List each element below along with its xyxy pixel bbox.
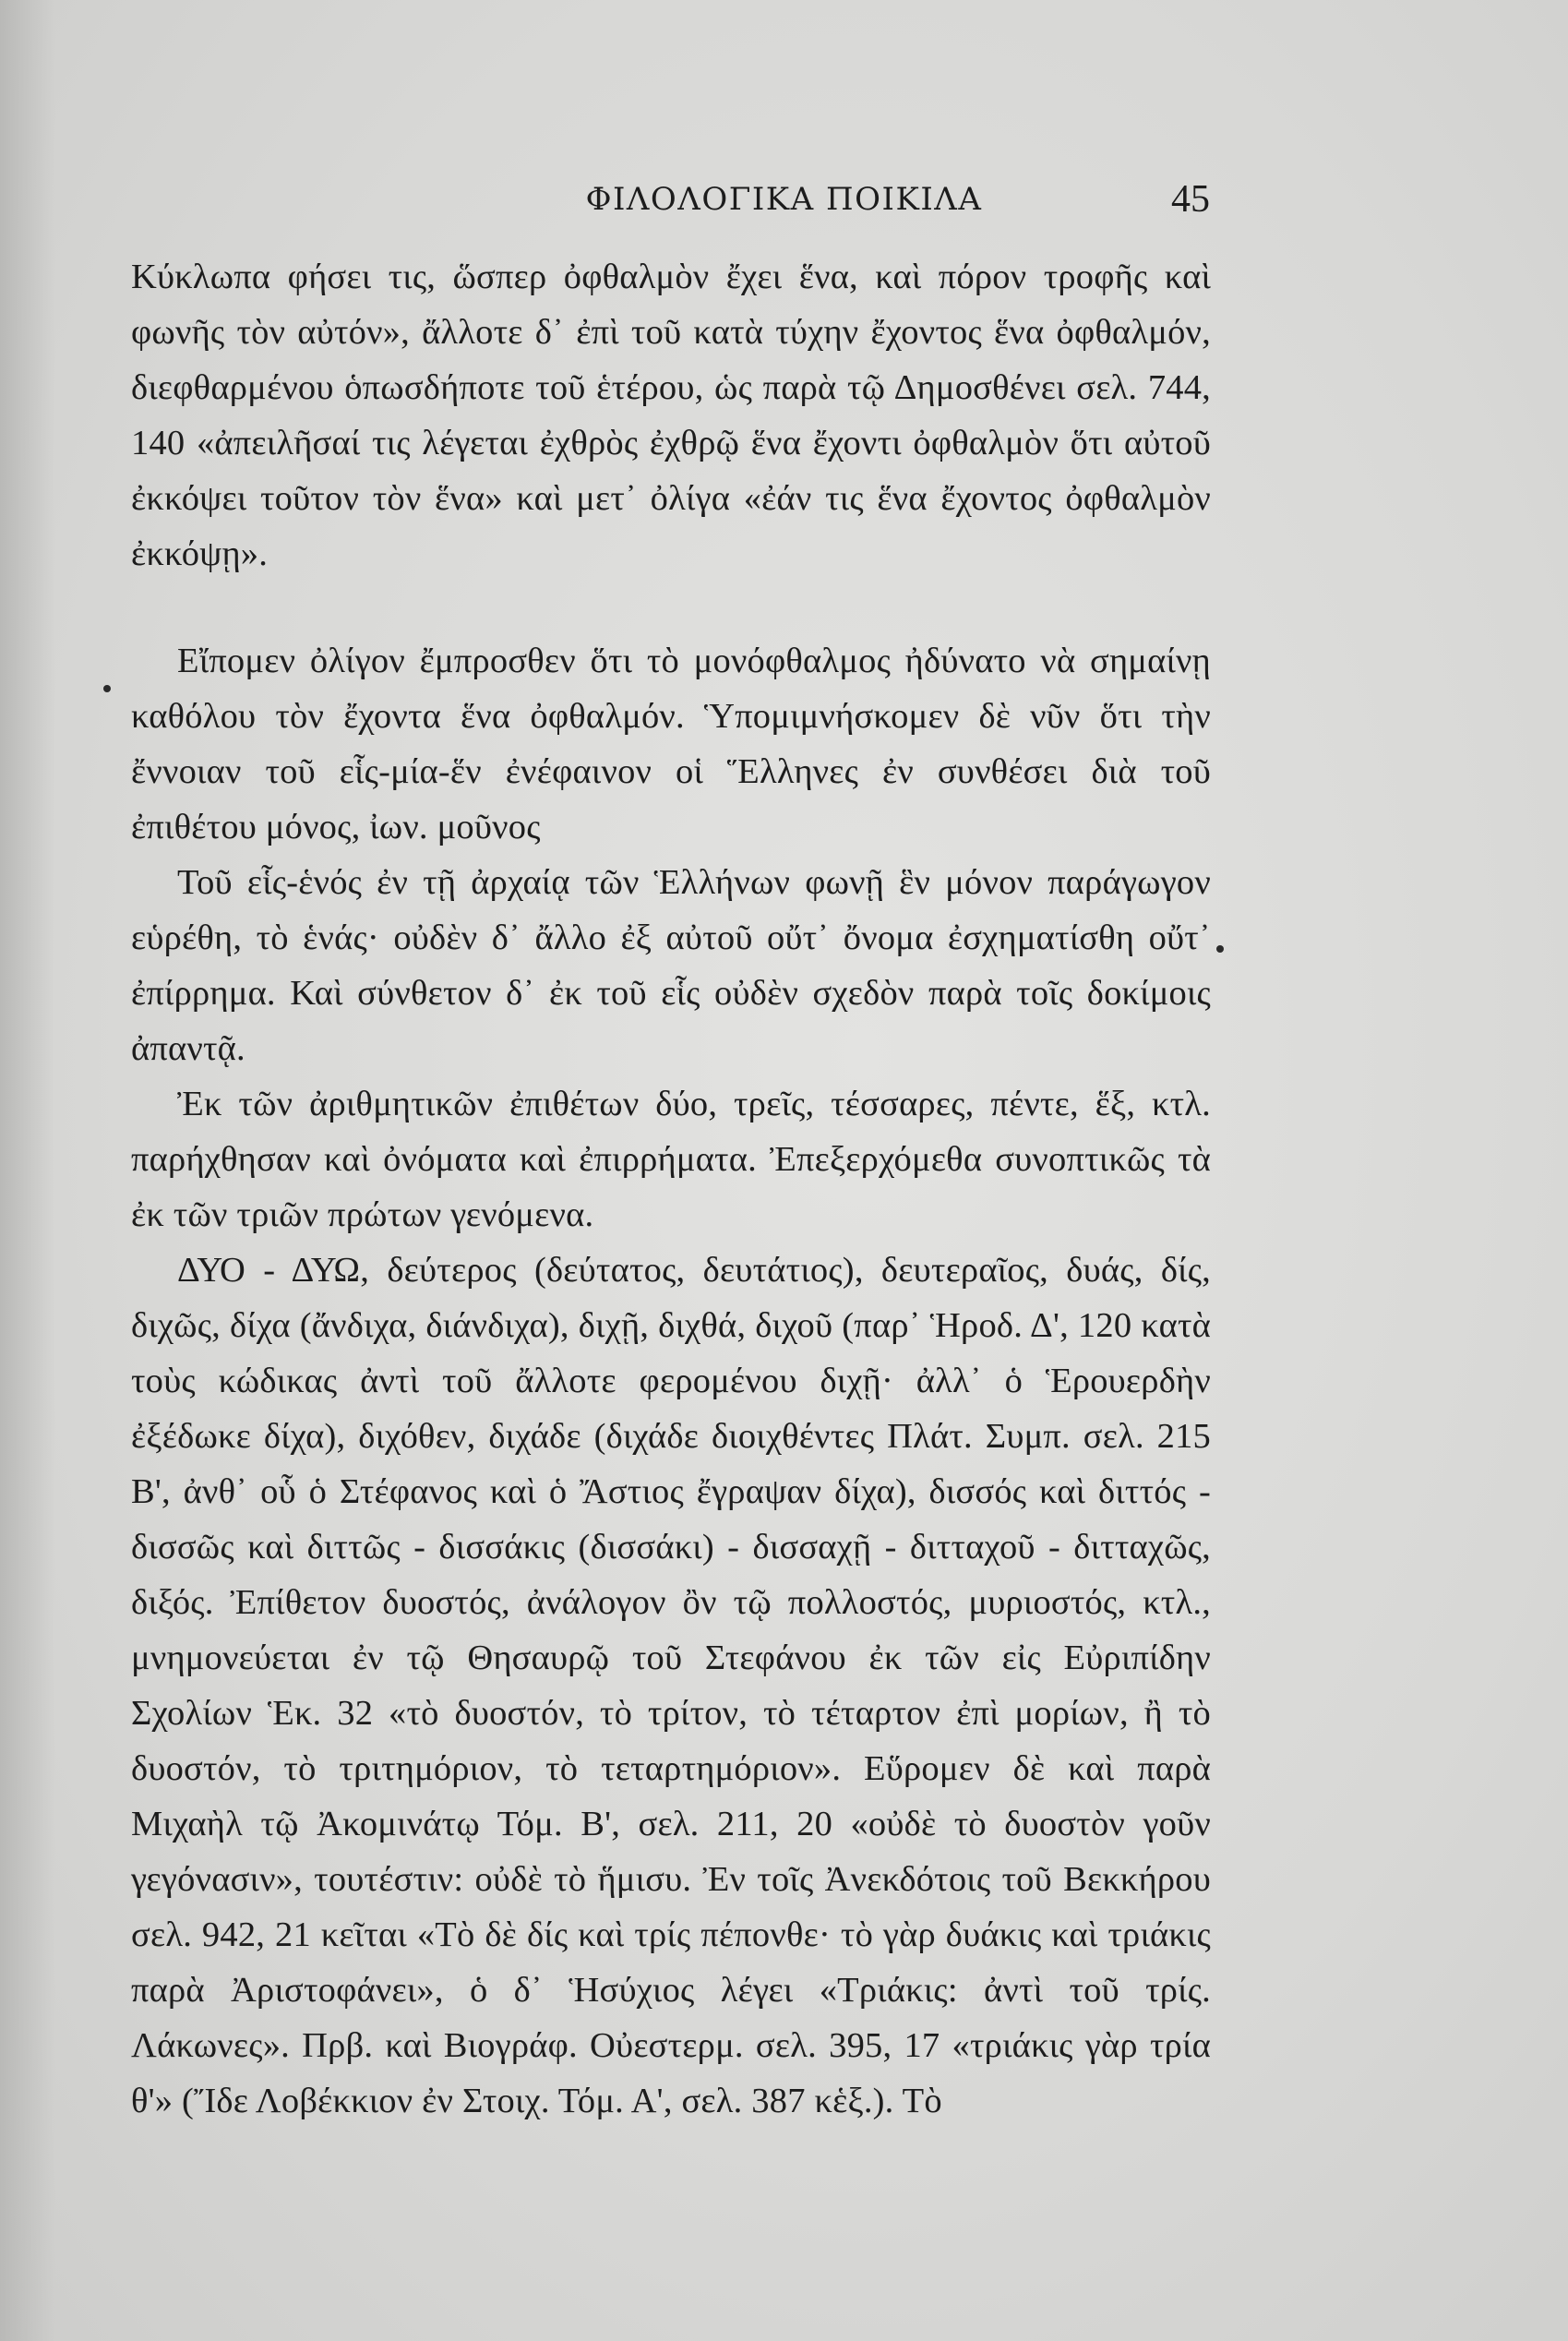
page-number: 45	[1171, 178, 1210, 221]
stray-mark-right	[1216, 945, 1224, 953]
page-header	[0, 178, 1568, 236]
paragraph-4: Ἐκ τῶν ἀριθμητικῶν ἐπιθέτων δύο, τρεῖς, τέσσαρες, πέντε, ἕξ, κτλ. παρήχθησαν καὶ ὀνόματα καὶ ἐπιρρήματα. Ἐπεξερχόμεθα συνοπτικῶς τὰ ἐκ τῶν τριῶν πρώτων γενόμενα.	[131, 1085, 1211, 1234]
body-text	[131, 249, 1211, 2129]
paragraph-5: ΔΥΟ - ΔΥΩ, δεύτερος (δεύτατος, δευτάτιος), δευτεραῖος, δυάς, δίς, διχῶς, δίχα (ἄνδιχα, διάνδιχα), διχῇ, διχθά, διχοῦ (παρ᾽ Ἡροδ. Δ', 120 κατὰ τοὺς κώδικας ἀντὶ τοῦ ἄλλοτε φερομένου διχῇ· ἀλλ᾽ ὁ Ἑρουερδὴν ἐξέδωκε δίχα), διχόθεν, διχάδε (διχάδε διοιχθέντες Πλάτ. Συμπ. σελ. 215 Β', ἀνθ᾽ οὗ ὁ Στέφανος καὶ ὁ Ἄστιος ἔγραψαν δίχα), δισσός καὶ διττός - δισσῶς καὶ διττῶς - δισσάκις (δισσάκι) - δισσαχῇ - διτταχοῦ - διτταχῶς, διξός. Ἐπίθετον δυοστός, ἀνάλογον ὂν τῷ πολλοστός, μυριοστός, κτλ., μνημονεύεται ἐν τῷ Θησαυρῷ τοῦ Στεφάνου ἐκ τῶν εἰς Εὐριπίδην Σχολίων Ἑκ. 32 «τὸ δυοστόν, τὸ τρίτον, τὸ τέταρτον ἐπὶ μορίων, ἢ τὸ δυοστόν, τὸ τριτημόριον, τὸ τεταρτημόριον». Εὕρομεν δὲ καὶ παρὰ Μιχαὴλ τῷ Ἀκομινάτῳ Τόμ. Β', σελ. 211, 20 «οὐδὲ τὸ δυοστὸν γοῦν γεγόνασιν», τουτέστιν: οὐδὲ τὸ ἥμισυ. Ἐν τοῖς Ἀνεκδότοις τοῦ Βεκκήρου σελ. 942, 21 κεῖται «Τὸ δὲ δίς καὶ τρίς πέπονθε· τὸ γὰρ δυάκις καὶ τριάκις παρὰ Ἀριστοφάνει», ὁ δ᾽ Ἡσύχιος λέγει «Τριάκις: ἀντὶ τοῦ τρίς. Λάκωνες». Πρβ. καὶ Βιογράφ. Οὐεστερμ. σελ. 395, 17 «τριάκις γὰρ τρία θ'» (Ἴδε Λοβέκκιον ἐν Στοιχ. Τόμ. Α', σελ. 387 κἑξ.). Τὸ	[131, 1251, 1211, 2120]
running-title: ΦΙΛΟΛΟΓΙΚΑ ΠΟΙΚΙΛΑ	[585, 181, 983, 218]
paragraph-2: Εἴπομεν ὀλίγον ἔμπροσθεν ὅτι τὸ μονόφθαλμος ἠδύνατο νὰ σημαίνῃ καθόλου τὸν ἔχοντα ἕνα ὀφθαλμόν. Ὑπομιμνήσκομεν δὲ νῦν ὅτι τὴν ἔννοιαν τοῦ εἷς-μία-ἕν ἐνέφαινον οἱ Ἕλληνες ἐν συνθέσει διὰ τοῦ ἐπιθέτου μόνος, ἰων. μοῦνος	[131, 642, 1211, 846]
gutter-shadow	[0, 0, 55, 2341]
paragraph-1: Κύκλωπα φήσει τις, ὥσπερ ὀφθαλμὸν ἔχει ἕνα, καὶ πόρον τροφῆς καὶ φωνῆς τὸν αὐτόν», ἄλλοτε δ᾽ ἐπὶ τοῦ κατὰ τύχην ἔχοντος ἕνα ὀφθαλμόν, διεφθαρμένου ὁπωσδήποτε τοῦ ἑτέρου, ὡς παρὰ τῷ Δημοσθένει σελ. 744, 140 «ἀπειλῆσαί τις λέγεται ἐχθρὸς ἐχθρῷ ἕνα ἔχοντι ὀφθαλμὸν ὅτι αὐτοῦ ἐκκόψει τοῦτον τὸν ἕνα» καὶ μετ᾽ ὀλίγα «ἐάν τις ἕνα ἔχοντος ὀφθαλμὸν ἐκκόψῃ».	[131, 258, 1211, 573]
stray-mark-left	[103, 685, 111, 692]
paragraph-3: Τοῦ εἷς-ἑνός ἐν τῇ ἀρχαίᾳ τῶν Ἑλλήνων φωνῇ ἓν μόνον παράγωγον εὑρέθη, τὸ ἑνάς· οὐδὲν δ᾽ ἄλλο ἐξ αὐτοῦ οὔτ᾽ ὄνομα ἐσχηματίσθη οὔτ᾽ ἐπίρρημα. Καὶ σύνθετον δ᾽ ἐκ τοῦ εἷς οὐδὲν σχεδὸν παρὰ τοῖς δοκίμοις ἀπαντᾷ.	[131, 863, 1211, 1068]
